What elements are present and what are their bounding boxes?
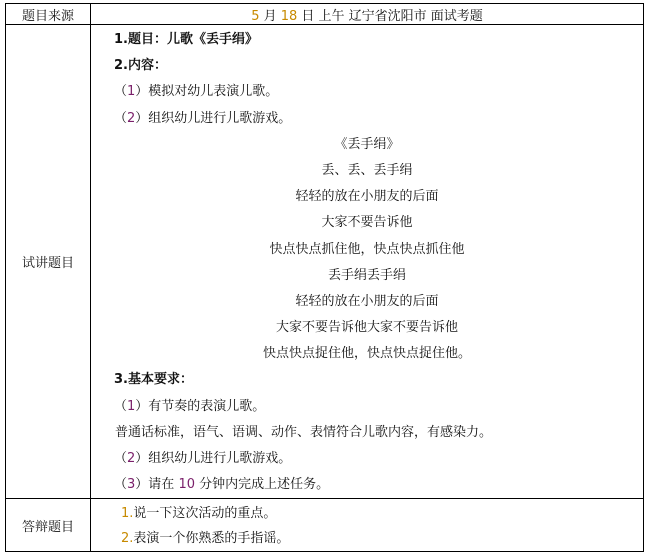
poem-line: 轻轻的放在小朋友的后面 [295, 189, 439, 205]
content-item: （1）模拟对幼儿表演儿歌。 [114, 84, 279, 100]
content-item: （2）组织幼儿进行儿歌游戏。 [114, 110, 292, 126]
poem-line: 轻轻的放在小朋友的后面 [295, 293, 439, 309]
topic-title: 1.题目：儿歌《丢手绢》 [114, 32, 258, 47]
poem-line: 丢手绢丢手绢 [327, 267, 406, 283]
poem-line: 大家不要告诉他大家不要告诉他 [275, 320, 458, 336]
poem-title: 《丢手绢》 [334, 136, 400, 152]
source-label: 题目来源 [6, 4, 91, 25]
defense-label: 答辩题目 [6, 499, 91, 552]
trial-label: 试讲题目 [6, 25, 91, 499]
poem-line: 大家不要告诉他 [321, 215, 413, 231]
source-row [6, 4, 644, 25]
defense-content [91, 499, 644, 552]
requirements-heading: 3.基本要求： [114, 372, 193, 388]
requirement-item: （1）有节奏的表演儿歌。 [114, 398, 266, 414]
poem-line: 快点快点捉住他，快点快点捉住他。 [262, 346, 471, 362]
source-value: 5 月 18 日 上午 辽宁省沈阳市 面试考题 [91, 4, 644, 25]
defense-row [6, 499, 644, 552]
requirement-item: （3）请在 10 分钟内完成上述任务。 [114, 477, 330, 493]
requirement-note: 普通话标准，语气、语调、动作、表情符合儿歌内容，有感染力。 [115, 424, 493, 440]
defense-item: 1.说一下这次活动的重点。 [121, 506, 277, 522]
exam-table [5, 3, 644, 552]
poem-line: 快点快点抓住他，快点快点抓住他 [269, 241, 465, 257]
poem-line: 丢、丢、丢手绢 [321, 162, 413, 178]
defense-item: 2.表演一个你熟悉的手指谣。 [121, 531, 290, 547]
content-heading: 2.内容： [114, 58, 167, 74]
trial-content [91, 25, 644, 499]
requirement-item: （2）组织幼儿进行儿歌游戏。 [114, 451, 292, 466]
trial-row [6, 25, 644, 499]
